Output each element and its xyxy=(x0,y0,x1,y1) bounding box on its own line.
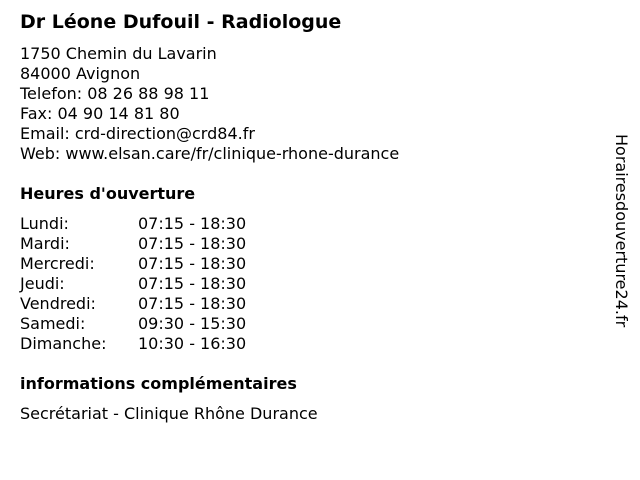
fax-number: Fax: 04 90 14 81 80 xyxy=(20,104,180,123)
email-address: Email: crd-direction@crd84.fr xyxy=(20,124,255,143)
hours-time: 09:30 - 15:30 xyxy=(138,314,247,333)
hours-day: Mercredi: xyxy=(20,254,95,273)
hours-row-vendredi xyxy=(20,294,246,314)
hours-day: Lundi: xyxy=(20,214,69,233)
hours-day: Dimanche: xyxy=(20,334,107,353)
site-watermark: Horairesdouverture24.fr xyxy=(612,134,631,328)
hours-row-lundi xyxy=(20,214,246,234)
phone-number: Telefon: 08 26 88 98 11 xyxy=(20,84,210,103)
website-url: Web: www.elsan.care/fr/clinique-rhone-durance xyxy=(20,144,400,163)
hours-time: 07:15 - 18:30 xyxy=(138,274,247,293)
opening-hours-list xyxy=(20,214,246,354)
hours-day: Jeudi: xyxy=(20,274,65,293)
hours-row-dimanche xyxy=(20,334,246,354)
hours-day: Vendredi: xyxy=(20,294,96,313)
hours-time: 07:15 - 18:30 xyxy=(138,254,247,273)
hours-time: 07:15 - 18:30 xyxy=(138,234,247,253)
additional-info-heading: informations complémentaires xyxy=(20,374,297,393)
page-title: Dr Léone Dufouil - Radiologue xyxy=(20,11,342,33)
hours-row-mercredi xyxy=(20,254,246,274)
hours-row-samedi xyxy=(20,314,246,334)
hours-time: 07:15 - 18:30 xyxy=(138,214,247,233)
hours-row-mardi xyxy=(20,234,246,254)
hours-row-jeudi xyxy=(20,274,246,294)
address-city: 84000 Avignon xyxy=(20,64,141,83)
hours-time: 07:15 - 18:30 xyxy=(138,294,247,313)
additional-info-text: Secrétariat - Clinique Rhône Durance xyxy=(20,404,318,423)
hours-day: Samedi: xyxy=(20,314,86,333)
hours-day: Mardi: xyxy=(20,234,70,253)
contact-details xyxy=(20,44,399,164)
opening-hours-heading: Heures d'ouverture xyxy=(20,184,196,203)
address-street: 1750 Chemin du Lavarin xyxy=(20,44,217,63)
hours-time: 10:30 - 16:30 xyxy=(138,334,247,353)
